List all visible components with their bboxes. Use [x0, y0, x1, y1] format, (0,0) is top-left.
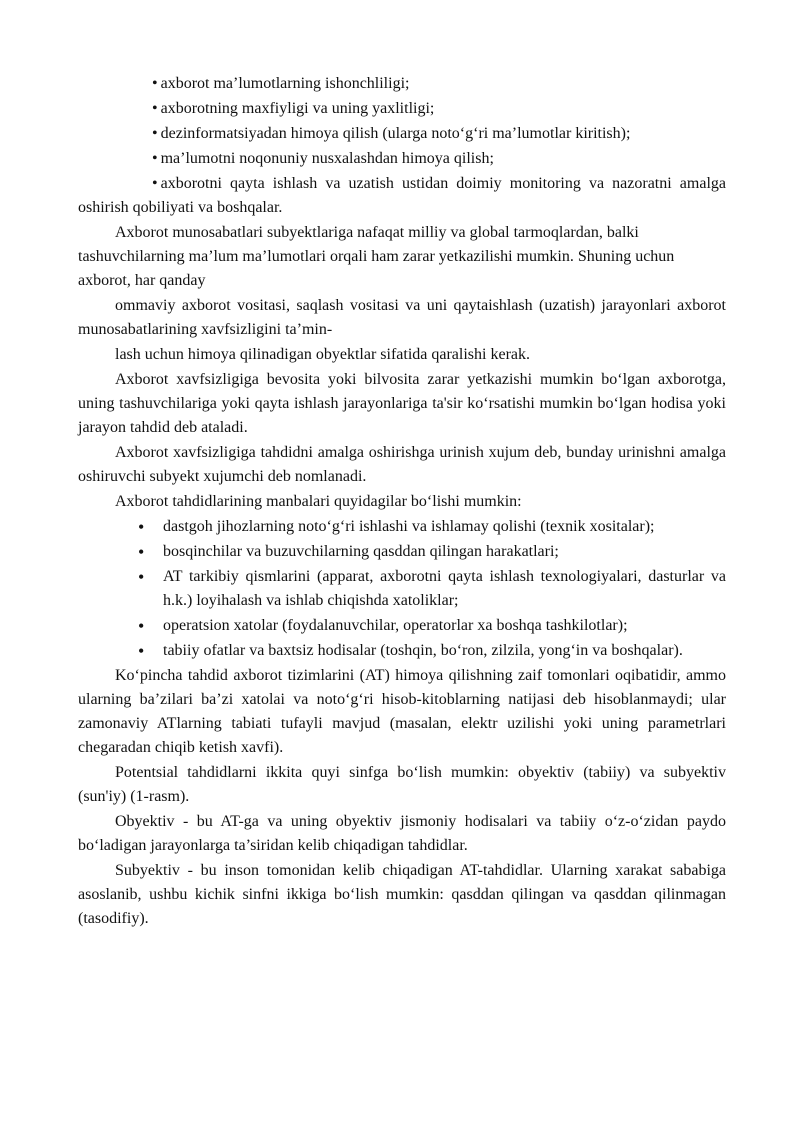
paragraph: Subyektiv - bu inson tomonidan kelib chiqadigan AT-tahdidlar. Ularning xarakat sababiga asoslanib, ushbu kichik sinfni ikkiga bo‘lish mumkin: qasddan qilingan va qasddan qilinmagan (tasodifiy). — [78, 862, 726, 927]
list-item: • ma’lumotni noqonuniy nusxalashdan himoya qilish; — [78, 147, 726, 171]
bullet-icon: • — [152, 150, 158, 167]
list-item: • bosqinchilar va buzuvchilarning qasddan qilingan harakatlari; — [138, 542, 559, 562]
bullet-icon: • — [152, 125, 158, 142]
bullet-icon: • — [152, 75, 158, 92]
security-requirements-list — [78, 72, 726, 220]
bullet-icon: • — [138, 567, 145, 587]
list-item: • dezinformatsiyadan himoya qilish (ularga noto‘g‘ri ma’lumotlar kiritish); — [78, 122, 726, 146]
bullet-icon: • — [138, 616, 145, 636]
paragraph: Axborot xavfsizligiga bevosita yoki bilvosita zarar yetkazishi mumkin bo‘lgan axborotga, uning tashuvchilariga yoki qayta ishlash jarayonlariga ta'sir ko‘rsatishi mumkin bo‘lgan hodisa yoki jarayon tahdid deb ataladi. — [78, 371, 726, 436]
bullet-icon: • — [152, 175, 158, 192]
paragraph: Axborot munosabatlari subyektlariga nafaqat milliy va global tarmoqlardan, balki tashuvchilarning ma’lum ma’lumotlari orqali ham zarar yetkazilishi mumkin. Shuning uchun axborot, har qanday — [78, 224, 675, 289]
bullet-icon: • — [138, 517, 145, 537]
list-item: • dastgoh jihozlarning noto‘g‘ri ishlashi va ishlamay qolishi (texnik xositalar); — [138, 517, 655, 537]
list-item: • tabiiy ofatlar va baxtsiz hodisalar (toshqin, bo‘ron, zilzila, yong‘in va boshqalar). — [138, 641, 683, 661]
document-body — [78, 72, 726, 933]
list-item: • AT tarkibiy qismlarini (apparat, axborotni qayta ishlash texnologiyalari, dasturlar va h.k.) loyihalash va ishlab chiqishda xatoliklar; — [138, 567, 726, 609]
bullet-icon: • — [138, 641, 145, 661]
paragraph: Potentsial tahdidlarni ikkita quyi sinfga bo‘lish mumkin: obyektiv (tabiiy) va subyektiv (sun'iy) (1-rasm). — [78, 764, 726, 805]
bullet-icon: • — [152, 100, 158, 117]
list-item: • axborotning maxfiyligi va uning yaxlitligi; — [78, 97, 726, 121]
list-item: • axborotni qayta ishlash va uzatish ustidan doimiy monitoring va nazoratni amalga oshirish qobiliyati va boshqalar. — [78, 172, 726, 220]
paragraph: lash uchun himoya qilinadigan obyektlar sifatida qaralishi kerak. — [115, 346, 530, 363]
paragraph: Axborot xavfsizligiga tahdidni amalga oshirishga urinish xujum deb, bunday urinishni amalga oshiruvchi subyekt xujumchi deb nomlanadi. — [78, 444, 726, 485]
list-item: • axborot ma’lumotlarning ishonchliligi; — [78, 72, 726, 96]
paragraph: ommaviy axborot vositasi, saqlash vositasi va uni qaytaishlash (uzatish) jarayonlari axborot munosabatlarining xavfsizligini ta’min- — [78, 297, 726, 338]
paragraph: Axborot tahdidlarining manbalari quyidagilar bo‘lishi mumkin: — [115, 493, 522, 510]
bullet-icon: • — [138, 542, 145, 562]
paragraph: Ko‘pincha tahdid axborot tizimlarini (AT) himoya qilishning zaif tomonlari oqibatidir, ammo ularning ba’zilari ba’zi xatolai va noto‘g‘ri hisob-kitoblarning natijasi deb hisoblanmaydi; ular zamonaviy ATlarning tabiati tufayli mavjud (masalan, elektr uzilishi yoki uning parametrlari chegaradan chiqib ketish xavfi). — [78, 667, 726, 756]
list-item: • operatsion xatolar (foydalanuvchilar, operatorlar xa boshqa tashkilotlar); — [138, 616, 628, 636]
threat-sources-list — [78, 515, 726, 663]
paragraph: Obyektiv - bu AT-ga va uning obyektiv jismoniy hodisalari va tabiiy o‘z-o‘zidan paydo bo‘ladigan jarayonlarga ta’siridan kelib chiqadigan tahdidlar. — [78, 813, 726, 854]
